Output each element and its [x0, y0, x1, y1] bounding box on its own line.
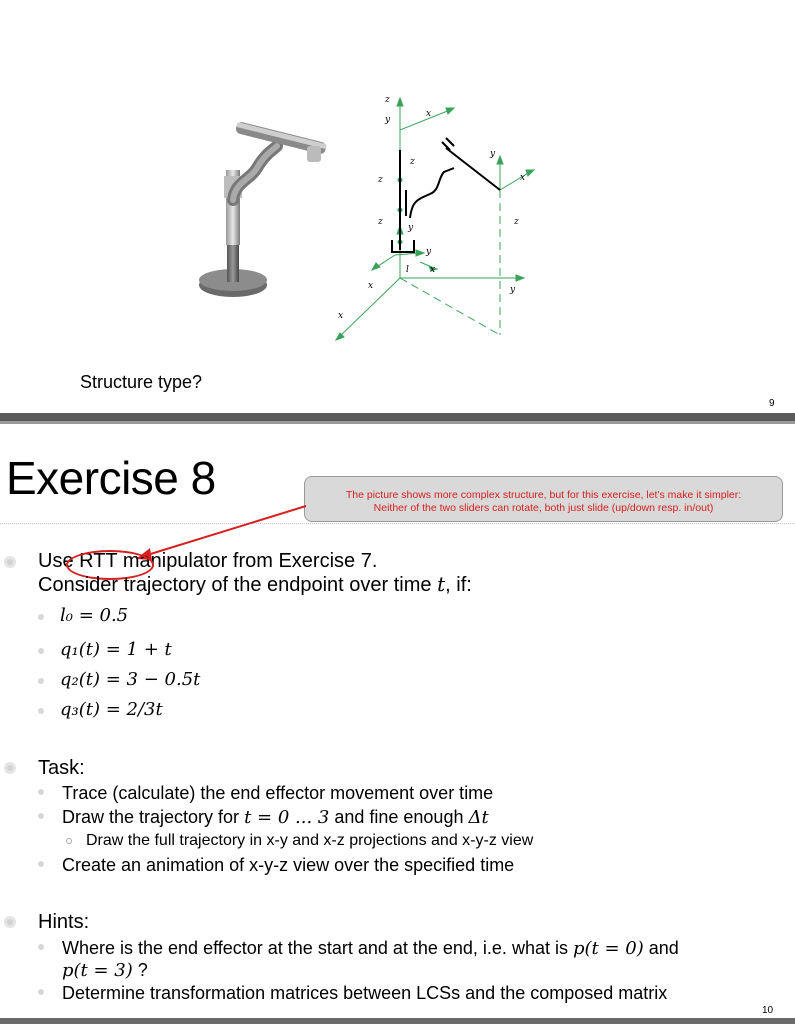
param-q3: q₃(t) = 2/3t [60, 699, 163, 720]
hint-1-cont: p(t = 3) ? [62, 960, 148, 981]
slide-separator-shadow [0, 421, 795, 424]
robot-3d-image [195, 120, 335, 300]
task-heading: Task: [38, 757, 85, 779]
task-bullet [38, 813, 44, 819]
bullet-hints [4, 916, 16, 928]
task-item-1: Trace (calculate) the end effector movement over time [62, 783, 494, 803]
svg-text:z: z [378, 217, 383, 227]
svg-text:z: z [378, 175, 383, 185]
page-number-10: 10 [762, 1005, 774, 1016]
hints-heading: Hints: [38, 911, 90, 933]
svg-text:x: x [430, 265, 436, 275]
task-item-2: Draw the trajectory for t = 0 ... 3 and fine enough Δt [62, 807, 489, 828]
callout-box [304, 476, 783, 522]
task-bullet [38, 789, 44, 795]
rtt-term: RTT [79, 550, 118, 572]
svg-text:y: y [408, 223, 414, 233]
svg-text:x: x [338, 311, 344, 321]
intro-line-2: Consider trajectory of the endpoint over time t, if: [38, 572, 472, 596]
param-bullet [38, 614, 44, 620]
param-l0: l₀ = 0.5 [60, 605, 129, 626]
page-number-9: 9 [769, 398, 775, 409]
svg-text:x: x [426, 109, 432, 119]
hint-2: Determine transformation matrices between LCSs and the composed matrix [62, 983, 668, 1003]
param-q1: q₁(t) = 1 + t [60, 639, 172, 660]
svg-text:y: y [490, 149, 496, 159]
hint-1: Where is the end effector at the start and at the end, i.e. what is p(t = 0) and [62, 938, 679, 959]
svg-text:l: l [406, 265, 409, 275]
kinematic-schematic [330, 90, 560, 350]
bullet-task [4, 762, 16, 774]
slide-title: Exercise 8 [6, 452, 216, 504]
bullet-intro [4, 556, 16, 568]
svg-text:z: z [514, 217, 519, 227]
svg-text:x: x [520, 173, 526, 183]
param-bullet [38, 648, 44, 654]
task-item-2a: Draw the full trajectory in x-y and x-z projections and x-y-z view [86, 832, 534, 849]
bottom-bar [0, 1018, 795, 1024]
hint-bullet [38, 989, 44, 995]
svg-text:y: y [385, 115, 391, 125]
hint-bullet [38, 944, 44, 950]
svg-text:y: y [510, 285, 516, 295]
structure-question: Structure type? [80, 372, 203, 392]
intro-line-1: Use RTT manipulator from Exercise 7. [38, 550, 378, 572]
svg-text:z: z [385, 95, 390, 105]
param-q2: q₂(t) = 3 − 0.5t [60, 669, 201, 690]
callout-line-1: The picture shows more complex structure, but for this exercise, let's make it simpler: [345, 489, 742, 501]
task-item-3: Create an animation of x-y-z view over the specified time [62, 855, 515, 875]
svg-text:z: z [410, 157, 415, 167]
param-bullet [38, 708, 44, 714]
svg-text:x: x [368, 281, 374, 291]
param-bullet [38, 678, 44, 684]
task-bullet [38, 861, 44, 867]
svg-text:y: y [426, 247, 432, 257]
task-sub-bullet [66, 838, 72, 844]
callout-line-2: Neither of the two sliders can rotate, both just slide (up/down resp. in/out) [373, 502, 714, 514]
title-underline [0, 523, 795, 524]
